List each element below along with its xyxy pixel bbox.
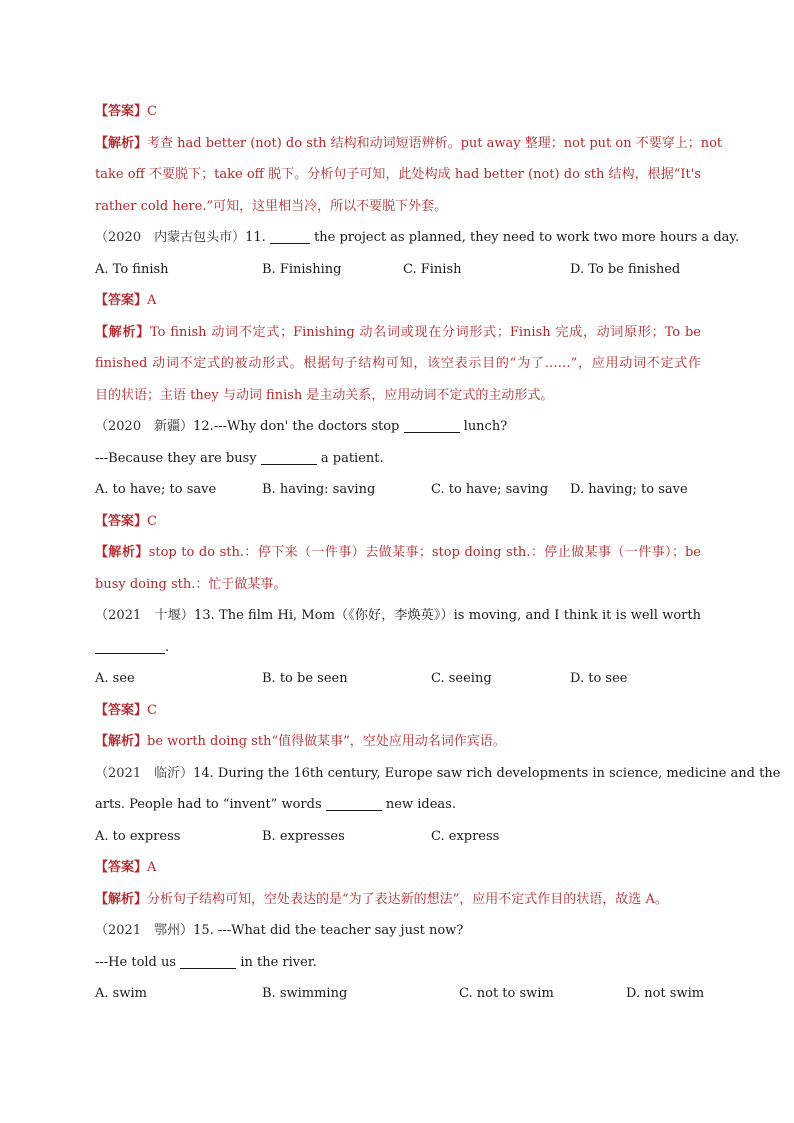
answer-blank	[326, 796, 382, 811]
question-text: ---He told us	[95, 954, 177, 970]
question-text: During the 16th century, Europe saw rich developments in science, medicine and the	[217, 765, 781, 781]
option-d: D. to see	[570, 671, 628, 686]
analysis-text: 目的状语；主语 they 与动词 finish 是主动关系，应用动词不定式的主动形式。	[95, 387, 554, 403]
answer-label: 【答案】	[95, 702, 148, 718]
question-14-line2	[95, 789, 701, 821]
analysis-text: rather cold here.”可知，这里相当冷，所以不要脱下外套。	[95, 198, 448, 214]
option-b: B. swimming	[262, 986, 348, 1001]
analysis-line	[95, 159, 701, 191]
option-c: C. not to swim	[459, 986, 554, 1001]
answer-label: 【答案】	[95, 104, 148, 119]
answer-value: C	[147, 702, 157, 718]
question-number: 12.	[193, 419, 214, 434]
option-b: B. having: saving	[262, 482, 376, 497]
option-a: A. To finish	[95, 261, 169, 277]
option-a: A. to express	[95, 828, 181, 844]
question-13-options	[95, 663, 701, 695]
analysis-line	[95, 128, 723, 160]
question-text: ---Because they are busy	[95, 450, 257, 466]
analysis-text: busy doing sth.：忙于做某事。	[95, 576, 287, 592]
analysis-line	[95, 317, 701, 349]
document-page	[95, 96, 781, 1010]
question-11-stem	[95, 222, 740, 254]
question-number: 15.	[193, 923, 214, 938]
option-c: C. seeing	[431, 671, 492, 686]
question-13-stem	[95, 600, 701, 632]
question-source: （2021 十堰）	[95, 608, 195, 623]
question-source: （2021 鄂州）	[95, 923, 194, 938]
analysis-line	[95, 380, 701, 412]
question-text: new ideas.	[385, 797, 456, 812]
question-source: （2020 新疆）	[95, 419, 194, 434]
option-c: C. to have; saving	[431, 482, 549, 497]
analysis-label: 【解析】	[95, 545, 149, 560]
question-number: 14.	[193, 765, 214, 781]
question-15-stem	[95, 915, 701, 947]
question-15-line2	[95, 947, 701, 979]
answer-line	[95, 96, 701, 128]
analysis-line	[95, 884, 701, 916]
analysis-text: take off 不要脱下；take off 脱下。分析句子可知，此处构成 had better (not) do sth 结构，根据“It's	[95, 167, 701, 182]
answer-blank	[404, 418, 460, 433]
option-c: C. express	[431, 828, 500, 844]
answer-blank	[261, 450, 317, 465]
analysis-label: 【解析】	[95, 135, 148, 151]
answer-label: 【答案】	[95, 860, 148, 875]
question-14-options	[95, 821, 701, 853]
question-15-options	[95, 978, 705, 1010]
analysis-text: 分析句子结构可知，空处表达的是“为了表达新的想法”，应用不定式作目的状语，故选 A。	[147, 891, 668, 907]
option-d: D. To be finished	[570, 261, 681, 277]
analysis-label: 【解析】	[95, 324, 150, 340]
answer-blank	[270, 229, 310, 244]
analysis-label: 【解析】	[95, 734, 148, 749]
analysis-line	[95, 191, 701, 223]
option-b: B. expresses	[262, 828, 345, 844]
question-source: （2020 内蒙古包头市）	[95, 230, 246, 245]
option-a: A. see	[95, 671, 135, 686]
analysis-text: 考查 had better (not) do sth 结构和动词短语辨析。put away 整理；not put on 不要穿上；not	[147, 135, 723, 151]
question-text: arts. People had to “invent” words	[95, 797, 322, 812]
question-12-stem	[95, 411, 701, 443]
answer-blank	[95, 639, 165, 654]
analysis-text: finished 动词不定式的被动形式。根据句子结构可知，该空表示目的“为了……”，应用动词不定式作	[95, 356, 701, 371]
question-text: in the river.	[240, 954, 317, 970]
option-c: C. Finish	[403, 261, 462, 277]
analysis-line	[95, 726, 701, 758]
answer-value: C	[147, 104, 157, 119]
analysis-label: 【解析】	[95, 891, 148, 907]
answer-line	[95, 695, 701, 727]
answer-blank	[180, 954, 236, 969]
option-d: D. having; to save	[570, 482, 688, 497]
analysis-line	[95, 569, 701, 601]
answer-value: A	[147, 293, 157, 308]
answer-line	[95, 285, 701, 317]
answer-value: A	[147, 860, 157, 875]
option-a: A. swim	[95, 986, 147, 1001]
question-number: 13.	[194, 608, 215, 623]
option-b: B. Finishing	[262, 261, 342, 277]
answer-line	[95, 852, 701, 884]
analysis-line	[95, 348, 701, 380]
analysis-text: be worth doing sth“值得做某事”，空处应用动名词作宾语。	[147, 734, 506, 749]
answer-label: 【答案】	[95, 293, 148, 308]
question-source: （2021 临沂）	[95, 765, 194, 781]
question-12-line2	[95, 443, 701, 475]
option-d: D. not swim	[626, 986, 705, 1001]
question-text: a patient.	[320, 450, 384, 466]
analysis-text: stop to do sth.：停下来（一件事）去做某事；stop doing sth.：停止做某事（一件事）；be	[148, 545, 701, 560]
analysis-text: To finish 动词不定式；Finishing 动名词或现在分词形式；Finish 完成，动词原形；To be	[149, 324, 701, 340]
question-text: ---Why don' the doctors stop	[213, 419, 400, 434]
question-text: The film Hi, Mom（《你好，李焕英》）is moving, and I think it is well worth	[219, 608, 701, 623]
answer-value: C	[147, 513, 157, 529]
question-11-options	[95, 254, 701, 286]
question-text: the project as planned, they need to work two more hours a day.	[314, 230, 740, 245]
analysis-line	[95, 537, 701, 569]
question-14-stem	[95, 758, 781, 790]
answer-line	[95, 506, 701, 538]
question-text: lunch?	[463, 419, 508, 434]
answer-label: 【答案】	[95, 513, 148, 529]
question-text: ---What did the teacher say just now?	[217, 923, 464, 938]
option-b: B. to be seen	[262, 671, 348, 686]
question-12-options	[95, 474, 701, 506]
option-a: A. to have; to save	[95, 482, 217, 497]
question-number: 11.	[245, 230, 266, 245]
question-13-line2: .	[95, 632, 701, 664]
